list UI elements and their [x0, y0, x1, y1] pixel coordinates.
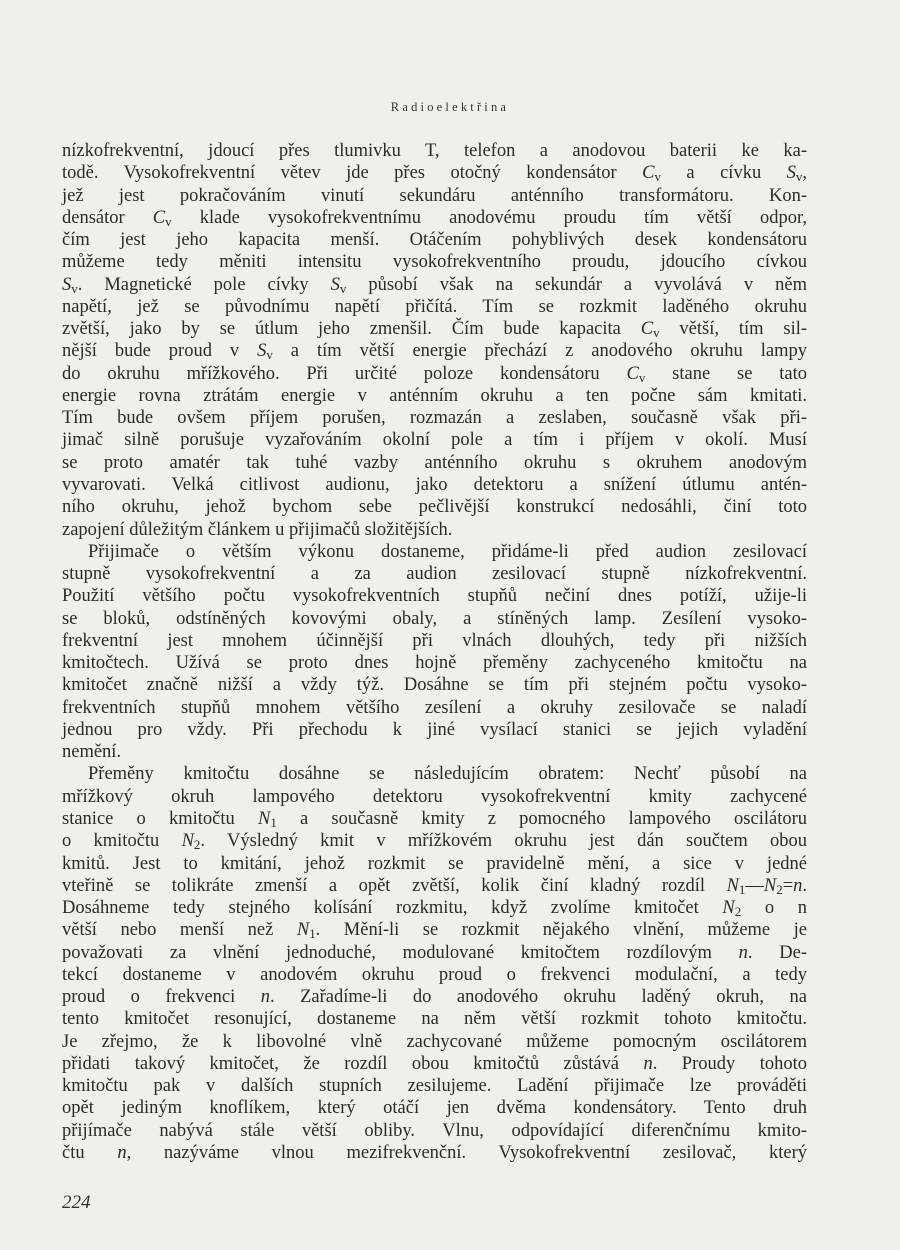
text-line: ního okruhu, jehož bychom sebe pečlivější konstrukcí nedosáhli, činí toto: [62, 497, 807, 518]
text-line: se proto amatér tak tuhé vazby anténního okruhu s okruhem anodovým: [62, 452, 807, 473]
text-line: zapojení důležitým článkem u přijimačů složitějších.: [62, 519, 453, 540]
text-line: kmitů. Jest to kmitání, jehož rozkmit se pravidelně mění, a sice v jedné: [62, 853, 807, 874]
text-line: nemění.: [62, 742, 122, 763]
text-line: vyvarovati. Velká citlivost audionu, jako detektoru a snížení útlumu antén-: [62, 474, 807, 495]
text-line: přijímače nabývá stále větší obliby. Vlnu, odpovídající diferenčnímu kmito-: [62, 1120, 807, 1141]
text-line: todě. Vysokofrekventní větev jde přes otočný kondensátor $C_v$ a cívku $S_v$,: [62, 163, 808, 185]
text-line: frekventní jest mnohem účinnější při vlnách dlouhých, tedy při nižších: [62, 630, 807, 651]
text-line: jež jest pokračováním vinutí sekundáru anténního transformátoru. Kon-: [62, 185, 807, 206]
text-line: opět jediným knoflíkem, který otáčí jen dvěma kondensátory. Tento druh: [62, 1098, 807, 1119]
text-line: kmitočtech. Užívá se proto dnes hojně přeměny zachyceného kmitočtu na: [62, 653, 807, 674]
text-line: kmitočet značně nižší a vždy týž. Dosáhne se tím při stejném počtu vysoko-: [62, 675, 807, 696]
text-line: Je zřejmo, že k libovolné vlně zachycované můžeme pomocným oscilátorem: [62, 1031, 807, 1052]
text-line: považovati za vlnění jednoduché, modulované kmitočtem rozdílovým n. De-: [62, 942, 808, 963]
text-line: proud o frekvenci n. Zařadíme-li do anodového okruhu laděný okruh, na: [62, 987, 807, 1008]
text-line: Použití většího počtu vysokofrekventních stupňů nečiní dnes potíží, užije-li: [62, 586, 807, 607]
text-line: čím jest jeho kapacita menší. Otáčením pohyblivých desek kondensátoru: [62, 230, 807, 251]
text-line: do okruhu mřížkového. Při určité poloze kondensátoru $C_v$ stane se tato: [62, 363, 807, 385]
text-line: stupně vysokofrekventní a za audion zesilovací stupně nízkofrekventní.: [62, 564, 807, 585]
text-line: se bloků, odstíněných kovovými obaly, a stíněných lamp. Zesílení vysoko-: [62, 608, 807, 629]
text-line: densátor $C_v$ klade vysokofrekventnímu anodovému proudu tím větší odpor,: [62, 207, 807, 229]
text-line: přidati takový kmitočet, že rozdíl obou kmitočtů zůstává n. Proudy tohoto: [62, 1053, 807, 1074]
text-line: mřížkový okruh lampového detektoru vysokofrekventní kmity zachycené: [62, 786, 807, 807]
text-line: stanice o kmitočtu $N_1$ a současně kmity z pomocného lampového oscilátoru: [62, 808, 808, 830]
text-line: tekcí dostaneme v anodovém okruhu proud o frekvenci modulační, a tedy: [62, 964, 807, 985]
text-line: nízkofrekventní, jdoucí přes tlumivku T, telefon a anodovou baterii ke ka-: [62, 141, 807, 161]
text-line: zvětší, jako by se útlum jeho zmenšil. Čím bude kapacita $C_v$ větší, tím sil-: [62, 319, 808, 340]
text-line: energie rovna ztrátám energie v anténním okruhu a ten počne sám kmitati.: [62, 385, 807, 406]
running-head: Radioelektřina: [390, 100, 510, 114]
text-line: větší nebo menší než $N_1$. Mění-li se rozkmit nějakého vlnění, můžeme je: [62, 920, 807, 942]
text-line: Přijimače o větším výkonu dostaneme, přidáme-li před audion zesilovací: [88, 541, 807, 562]
text-line: nější bude proud v $S_v$ a tím větší energie přechází z anodového okruhu lampy: [62, 341, 808, 363]
page-number: 224: [62, 1192, 91, 1213]
text-line: kmitočtu pak v dalších stupních zesilujeme. Ladění přijimače lze prováděti: [62, 1076, 807, 1097]
text-line: Tím bude ovšem příjem porušen, rozmazán a zeslaben, současně však při-: [62, 408, 807, 429]
text-line: Přeměny kmitočtu dosáhne se následujícím obratem: Nechť působí na: [88, 764, 807, 785]
text-line: vteřině se tolikráte zmenší a opět zvětší, kolik činí kladný rozdíl $N_1—N_2=n$.: [62, 875, 807, 897]
text-line: Dosáhneme tedy stejného kolísání rozkmitu, když zvolíme kmitočet $N_2$ o n: [62, 898, 807, 919]
body-text: [62, 140, 807, 1164]
text-line: čtu n, nazýváme vlnou mezifrekvenční. Vysokofrekventní zesilovač, který: [62, 1142, 807, 1163]
text-line: jednou pro vždy. Při přechodu k jiné vysílací stanici se jejich vyladění: [62, 719, 807, 740]
text-line: frekventních stupňů mnohem většího zesílení a okruhy zesilovače se naladí: [62, 697, 807, 718]
text-line: jimač silně porušuje vyzařováním okolní pole a tím i příjem v okolí. Musí: [62, 430, 807, 451]
text-line: napětí, jež se původnímu napětí přičítá. Tím se rozkmit laděného okruhu: [62, 296, 807, 317]
text-line: tento kmitočet resonující, dostaneme na něm větší rozkmit tohoto kmitočtu.: [62, 1009, 807, 1030]
text-line: můžeme tedy měniti intensitu vysokofrekventního proudu, jdoucího cívkou: [62, 252, 807, 273]
text-line: $S_v$. Magnetické pole cívky $S_v$ působí však na sekundár a vyvolává v něm: [62, 274, 807, 296]
text-line: o kmitočtu $N_2$. Výsledný kmit v mřížkovém okruhu jest dán součtem obou: [62, 831, 807, 853]
